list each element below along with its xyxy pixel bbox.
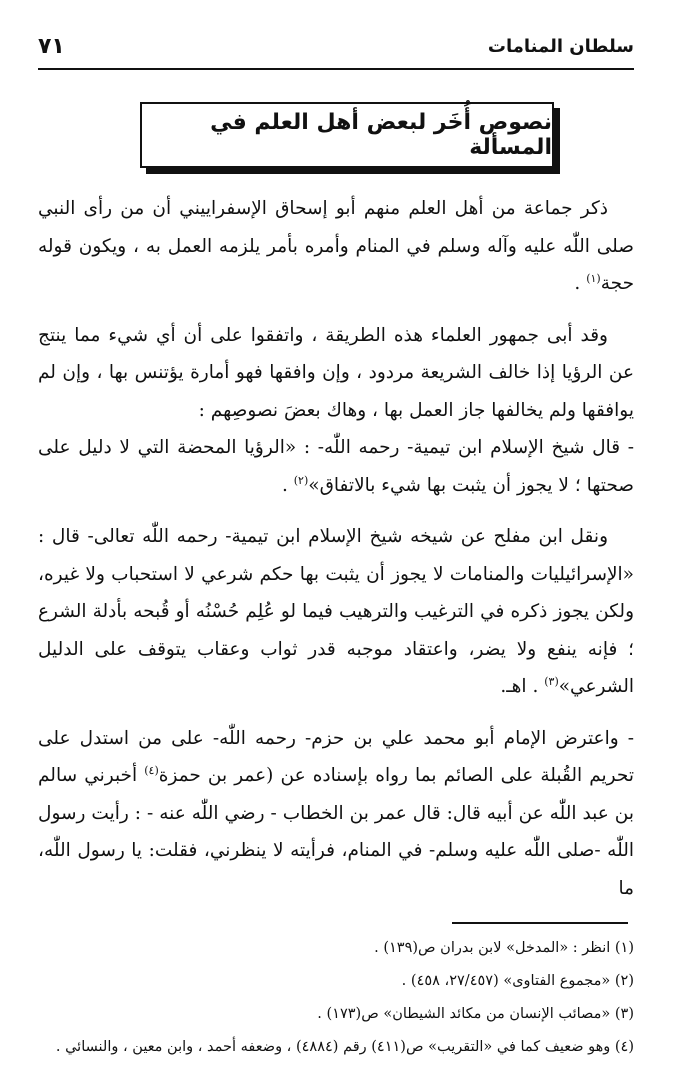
footnotes [38,932,634,1064]
section-title: نصوص أُخَر لبعض أهل العلم في المسألة [210,110,552,160]
running-title: سلطان المنامات [487,36,634,57]
body-text [38,190,634,907]
header-rule [38,68,634,70]
footnote-ref: (٤) [144,763,159,777]
paragraph-tail: . [281,474,294,496]
paragraph-text: ونقل ابن مفلح عن شيخه شيخ الإسلام ابن تيمية- رحمه اللّٰه تعالى- قال : «الإسرائيليات والمنامات لا يجوز أن يثبت بها حكم شرعي لا استحباب ولا غيره، ولكن يجوز ذكره في الترغيب والترهيب فيما لو عُلِم حُسْنُه أو قُبحه بأدلة الشرع ؛ فإنه ينفع ولا يضر، واعتقاد موجبه قدر ثواب وعقاب يتوقف على الدليل الشرعي» [38,526,634,697]
paragraph [38,190,634,303]
section-title-box [140,102,554,168]
paragraph [38,317,634,430]
footnote-ref: (٢) [293,473,309,487]
footnote-separator [452,922,628,924]
paragraph-text: ذكر جماعة من أهل العلم منهم أبو إسحاق الإسفراييني أن من رأى النبي صلى اللّٰه عليه وآله وسلم في المنام وأمره بأمر يلزمه العمل به ، ويكون قوله حجة [38,198,634,294]
paragraph-text: - قال شيخ الإسلام ابن تيمية- رحمه اللّٰه- : «الرؤيا المحضة التي لا دليل على صحتها ؛ لا يجوز أن يثبت بها شيء بالاتفاق» [38,437,634,496]
footnote: (٢) «مجموع الفتاوى» (٢٧/٤٥٧، ٤٥٨) . [401,973,634,989]
paragraph [38,429,634,504]
footnote: (١) انظر : «المدخل» لابن بدران ص(١٣٩) . [374,940,634,956]
paragraph-text: - واعترض الإمام أبو محمد علي بن حزم- رحمه اللّٰه- على من استدل على تحريم القُبلة على الصائم بما رواه بإسناده عن (عمر بن حمزة [38,727,634,786]
paragraph-tail: أخبرني سالم بن عبد اللّٰه عن أبيه قال: قال عمر بن الخطاب - رضي اللّٰه عنه - : رأيت رسول اللّٰه -صلى اللّٰه عليه وسلم- في المنام، فرأيته لا ينظرني، فقلت: يا رسول اللّٰه، ما [38,765,634,899]
page-number: ٧١ [38,34,65,59]
paragraph-tail: . [574,273,587,294]
footnote-ref: (٣) [544,674,559,688]
footnote-ref: (١) [586,271,601,285]
page-header [38,30,634,68]
paragraph-tail: . اهـ. [500,676,545,697]
footnote: (٣) «مصائب الإنسان من مكائد الشيطان» ص(١٧٣) . [317,1006,634,1022]
paragraph-text: وقد أبى جمهور العلماء هذه الطريقة ، واتفقوا على أن أي شيء مما ينتج عن الرؤيا إذا خالف الشريعة مردود ، وإن وافقها فهو أمارة يؤتنس بها ، وإن لم يوافقها ولم يخالفها جاز العمل بها ، وهاك بعضَ نصوصِهم : [38,324,634,421]
paragraph [38,720,634,908]
footnote: (٤) وهو ضعيف كما في «التقريب» ص(٤١١) رقم (٤٨٨٤) ، وضعفه أحمد ، وابن معين ، والنسائي . [55,1039,634,1055]
paragraph [38,518,634,706]
